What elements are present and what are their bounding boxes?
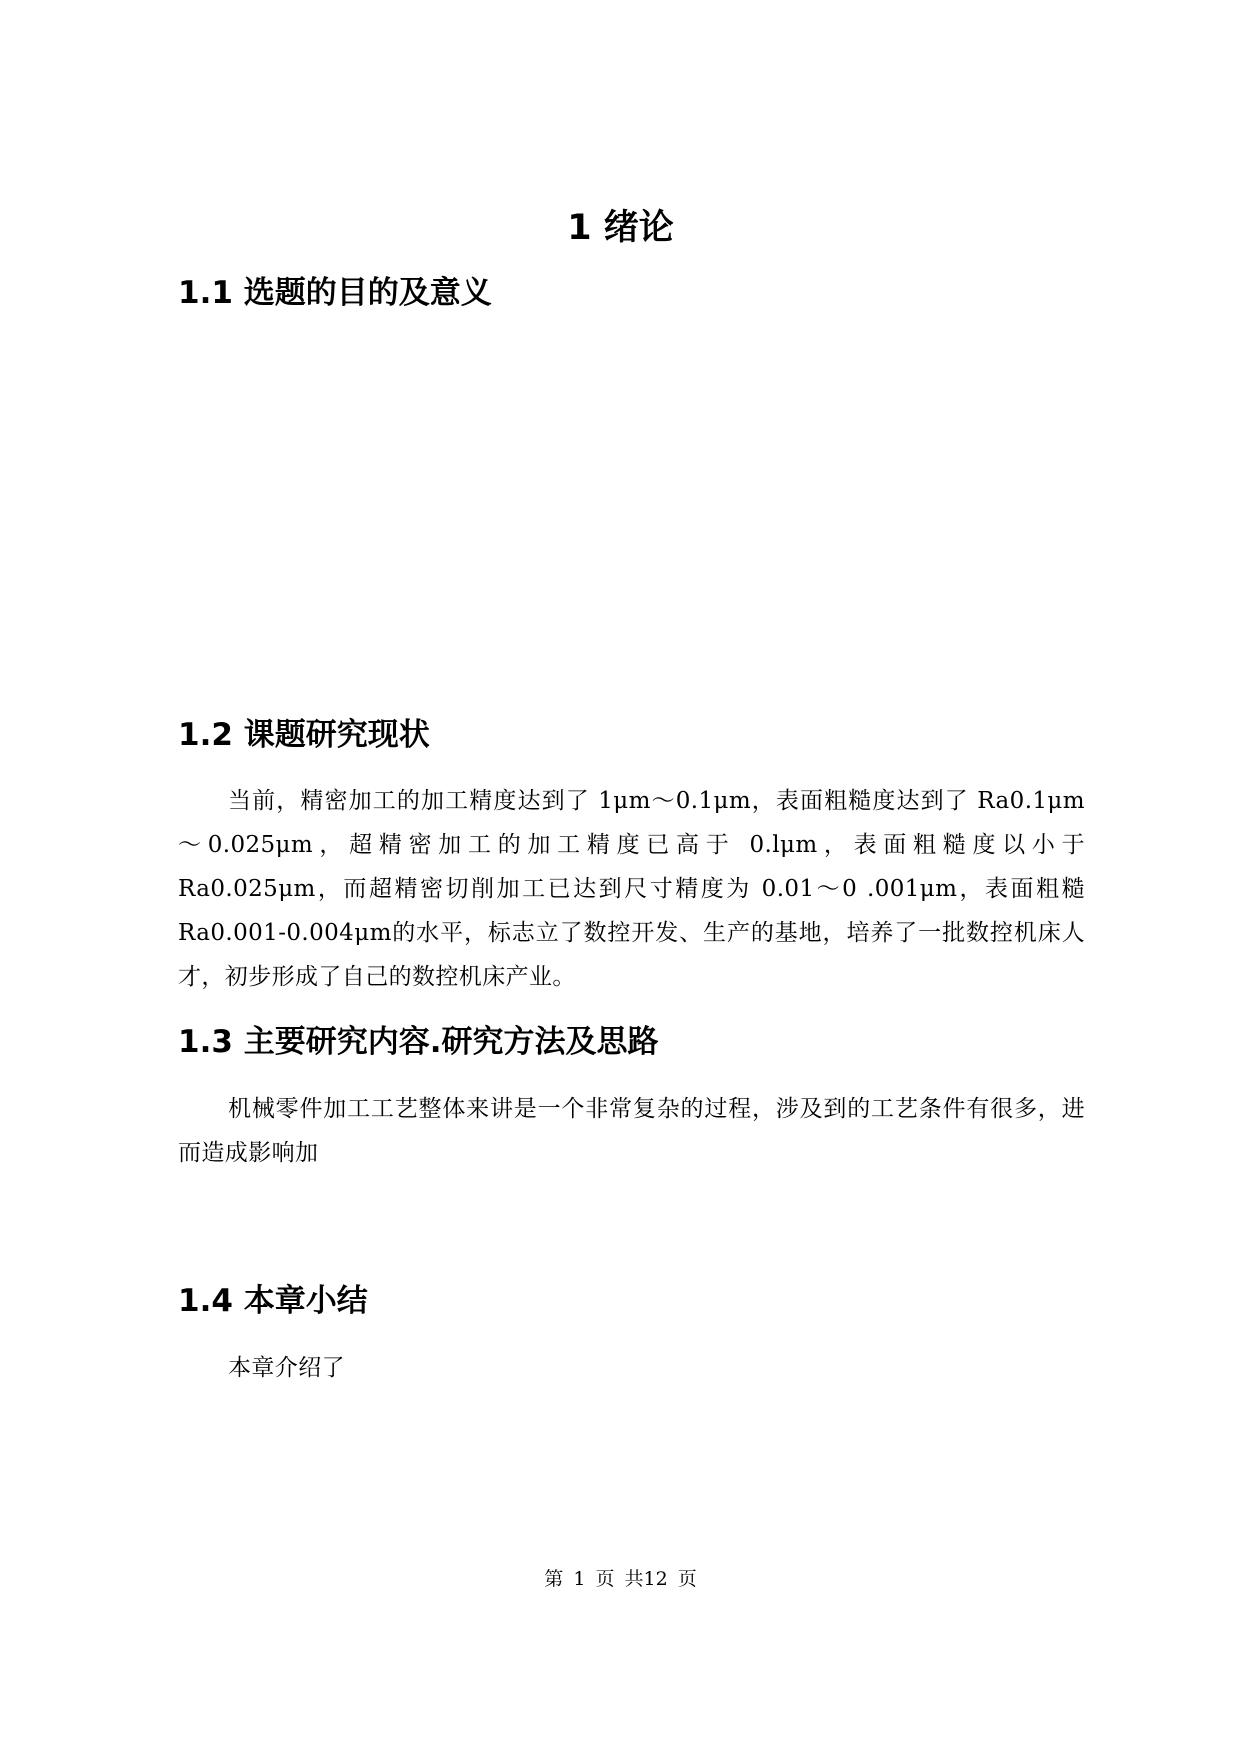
section-heading-1-3: 1.3 主要研究内容.研究方法及思路: [178, 1024, 659, 1060]
section-heading-1-4: 1.4 本章小结: [178, 1283, 368, 1319]
chapter-title: 1 绪论: [567, 208, 674, 248]
section-body-1-2: 当前，精密加工的加工精度达到了 1μm～0.1μm，表面粗糙度达到了 Ra0.1μm～0.025μm，超精密加工的加工精度已高于 0.lμm，表面粗糙度以小于 Ra0.025μm，而超精密切削加工已达到尺寸精度为 0.01～0 .001μm，表面粗糙 Ra0.001-0.004μm的水平，标志立了数控开发、生产的基地，培养了一批数控机床人才，初步形成了自己的数控机床产业。: [178, 788, 1085, 990]
section-body-1-3: 机械零件加工工艺整体来讲是一个非常复杂的过程，涉及到的工艺条件有很多，进而造成影响加: [178, 1096, 1085, 1166]
section-heading-1-2: 1.2 课题研究现状: [178, 717, 430, 753]
section-body-1-4: 本章介绍了: [228, 1355, 345, 1381]
page-number-footer: 第 1 页 共12 页: [544, 1568, 697, 1590]
section-heading-1-1: 1.1 选题的目的及意义: [178, 275, 492, 311]
